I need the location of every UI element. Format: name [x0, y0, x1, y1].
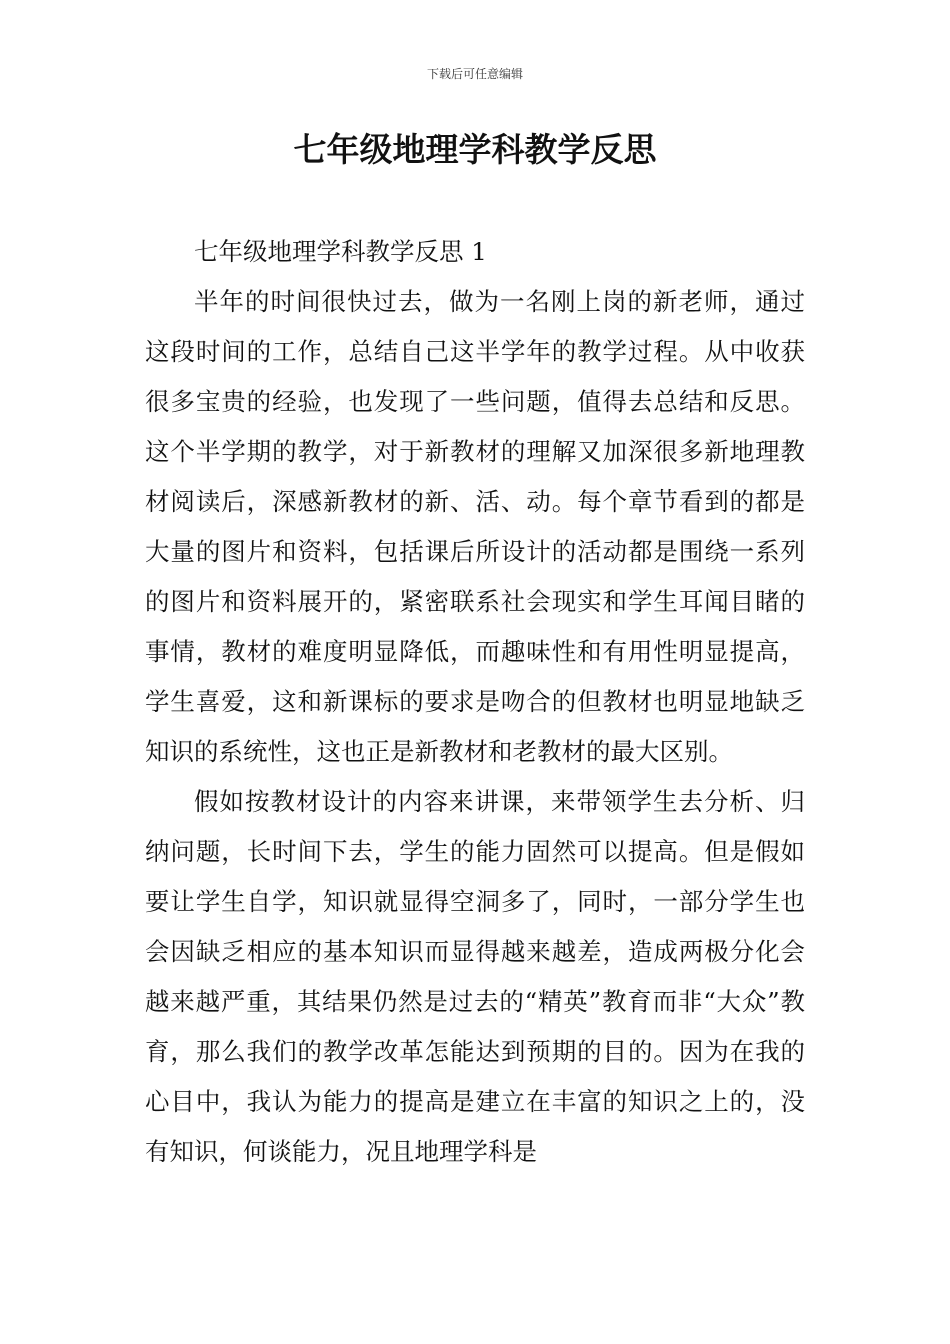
paragraph-2: 假如按教材设计的内容来讲课，来带领学生去分析、归纳问题，长时间下去，学生的能力固然可以提高。但是假如要让学生自学，知识就显得空洞多了，同时，一部分学生也会因缺乏相应的基本知识而显得越来越差，造成两极分化会越来越严重，其结果仍然是过去的“精英”教育而非“大众”教育，那么我们的教学改革怎能达到预期的目的。因为在我的心目中，我认为能力的提高是建立在丰富的知识之上的，没有知识，何谈能力，况且地理学科是 [145, 787, 805, 1166]
paragraph-1: 半年的时间很快过去，做为一名刚上岗的新老师，通过这段时间的工作，总结自己这半学年的教学过程。从中收获很多宝贵的经验，也发现了一些问题，值得去总结和反思。这个半学期的教学，对于新教材的理解又加深很多新地理教材阅读后，深感新教材的新、活、动。每个章节看到的都是大量的图片和资料，包括课后所设计的活动都是围绕一系列的图片和资料展开的，紧密联系社会现实和学生耳闻目睹的事情，教材的难度明显降低，而趣味性和有用性明显提高，学生喜爱，这和新课标的要求是吻合的但教材也明显地缺乏知识的系统性，这也正是新教材和老教材的最大区别。 [145, 287, 805, 766]
document-body [145, 227, 805, 1177]
section-subheading: 七年级地理学科教学反思 1 [194, 237, 487, 266]
document-title: 七年级地理学科教学反思 [293, 130, 657, 169]
header-note: 下载后可任意编辑 [426, 67, 523, 81]
